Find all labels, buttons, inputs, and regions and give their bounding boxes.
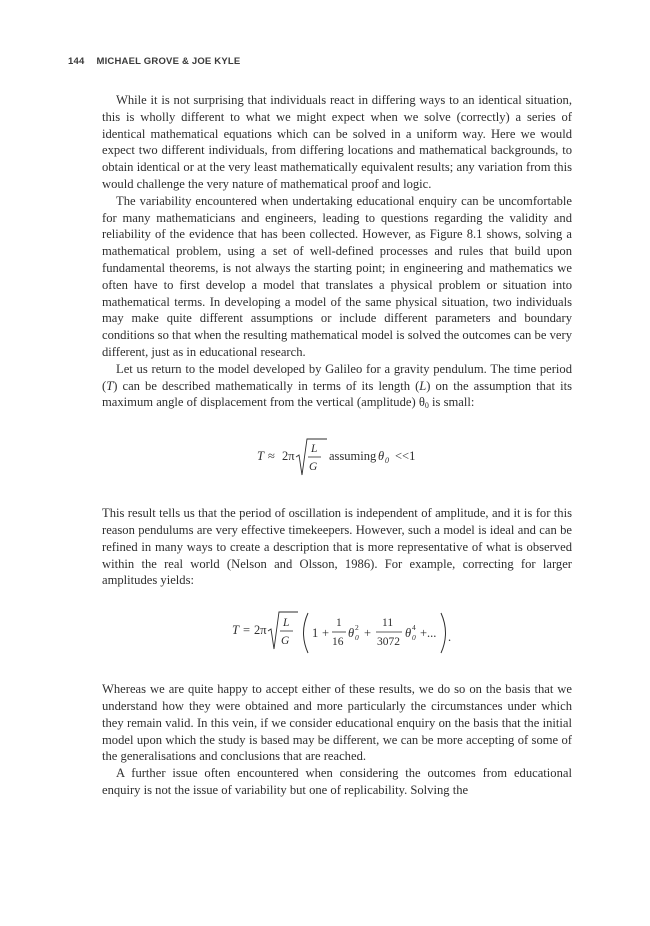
eq2-power-2: 2 (355, 623, 359, 633)
eq2-frac1-num: 1 (336, 617, 342, 630)
eq2-theta-1: θ (348, 626, 355, 641)
eq2-sqrt-numerator: L (283, 617, 290, 630)
eq2-end-period: . (448, 630, 452, 645)
p3-text-a: Let us return to the model developed by Galileo for a gravity pendulum. The time period ( (102, 361, 572, 393)
eq1-theta-sub: 0 (385, 456, 389, 466)
equation-period-large-amplitude (102, 607, 572, 659)
eq2-right-paren (441, 613, 446, 653)
eq2-equals: = (243, 623, 251, 638)
paragraph-3 (102, 361, 572, 415)
running-header (68, 56, 240, 67)
eq2-frac2-num: 11 (382, 617, 394, 630)
eq2-theta-2-sub: 0 (412, 633, 416, 643)
eq1-theta: θ (378, 449, 385, 464)
symbol-L: L (419, 378, 427, 393)
symbol-T: T (106, 378, 114, 393)
eq2-plus-2: + (364, 626, 372, 641)
eq2-frac1-den: 16 (332, 636, 344, 649)
author-names: MICHAEL GROVE & JOE KYLE (96, 56, 241, 67)
paragraph-4: This result tells us that the period of oscillation is independent of amplitude, and it is for this reason pendulums are very effective timekeepers. However, such a model is ideal and can be refined in many ways to create a description that is more representative of what is observed within the real world (Nelson and Olsson, 1986). For example, correcting for larger amplitudes yields: (102, 506, 572, 588)
p3-text-c: ) on the assumption that its maximum angle of displacement from the vertical (amplitude) θ (102, 378, 572, 410)
eq2-one: 1 (312, 626, 319, 641)
eq2-plus-1: + (322, 626, 330, 641)
page-number: 144 (68, 56, 85, 67)
paragraph-6: A further issue often encountered when considering the outcomes from educational enquiry is not the issue of variability but one of replicability. Solving the (102, 766, 572, 797)
eq2-sqrt-denominator: G (281, 635, 290, 648)
eq2-tail: +... (420, 626, 437, 641)
eq1-lhs: T (257, 449, 264, 464)
eq2-left-paren (304, 613, 309, 653)
eq1-relation: <<1 (395, 449, 416, 464)
p3-text-d: is small: (428, 395, 475, 410)
paragraph-2: The variability encountered when undertaking educational enquiry can be uncomfortable for many mathematicians and engineers, leading to questions regarding the validity and reliability of the evidence that has been collected. However, as Figure 8.1 shows, solving a mathematical problem, using a set of well-defined processes and rules that build upon fundamental theorems, is not always the starting point; in engineering and mathematics we often have to first develop a model that translates a physical problem or situation into mathematical terms. In developing a model of the same physical situation, two individuals may make quite different assumptions or include different parameters and boundary conditions so that when the resulting mathematical model is solved the outcomes can be very different, just as in educational research. (102, 193, 572, 359)
eq1-assuming: assuming (329, 449, 377, 464)
eq2-frac2-den: 3072 (377, 636, 400, 649)
p3-text-b: ) can be described mathematically in terms of its length ( (113, 378, 420, 393)
body-text (102, 92, 572, 799)
eq1-approx: ≈ (268, 449, 275, 464)
eq2-two-pi: 2π (254, 623, 267, 638)
eq2-theta-1-sub: 0 (355, 633, 359, 643)
paragraph-1: While it is not surprising that individuals react in differing ways to an identical situation, this is wholly different to what we might expect when we solve (correctly) a series of identical mathematical equations which can be solved in a uniform way. Here we would expect two different individuals, from differing locations and mathematical backgrounds, to obtain identical or at the very least mathematically equivalent results; any variation from this would challenge the very nature of mathematical proof and logic. (102, 93, 572, 191)
eq2-theta-2: θ (405, 626, 412, 641)
paragraph-5: Whereas we are quite happy to accept either of these results, we do so on the basis that we understand how they were obtained and more particularly the circumstances under which they remain valid. In this vein, if we consider educational enquiry on the basis that the initial model upon which the study is based may be different, we can be more accepting of some of the generalisations and conclusions that are reached. (102, 682, 572, 764)
eq1-two-pi: 2π (282, 449, 295, 464)
eq1-numerator: L (311, 443, 318, 456)
equation-period-small-angle (102, 437, 572, 483)
eq1-denominator: G (309, 461, 318, 474)
theta-subscript: 0 (424, 401, 429, 411)
eq2-lhs: T (232, 623, 239, 638)
eq2-power-4: 4 (412, 623, 416, 633)
